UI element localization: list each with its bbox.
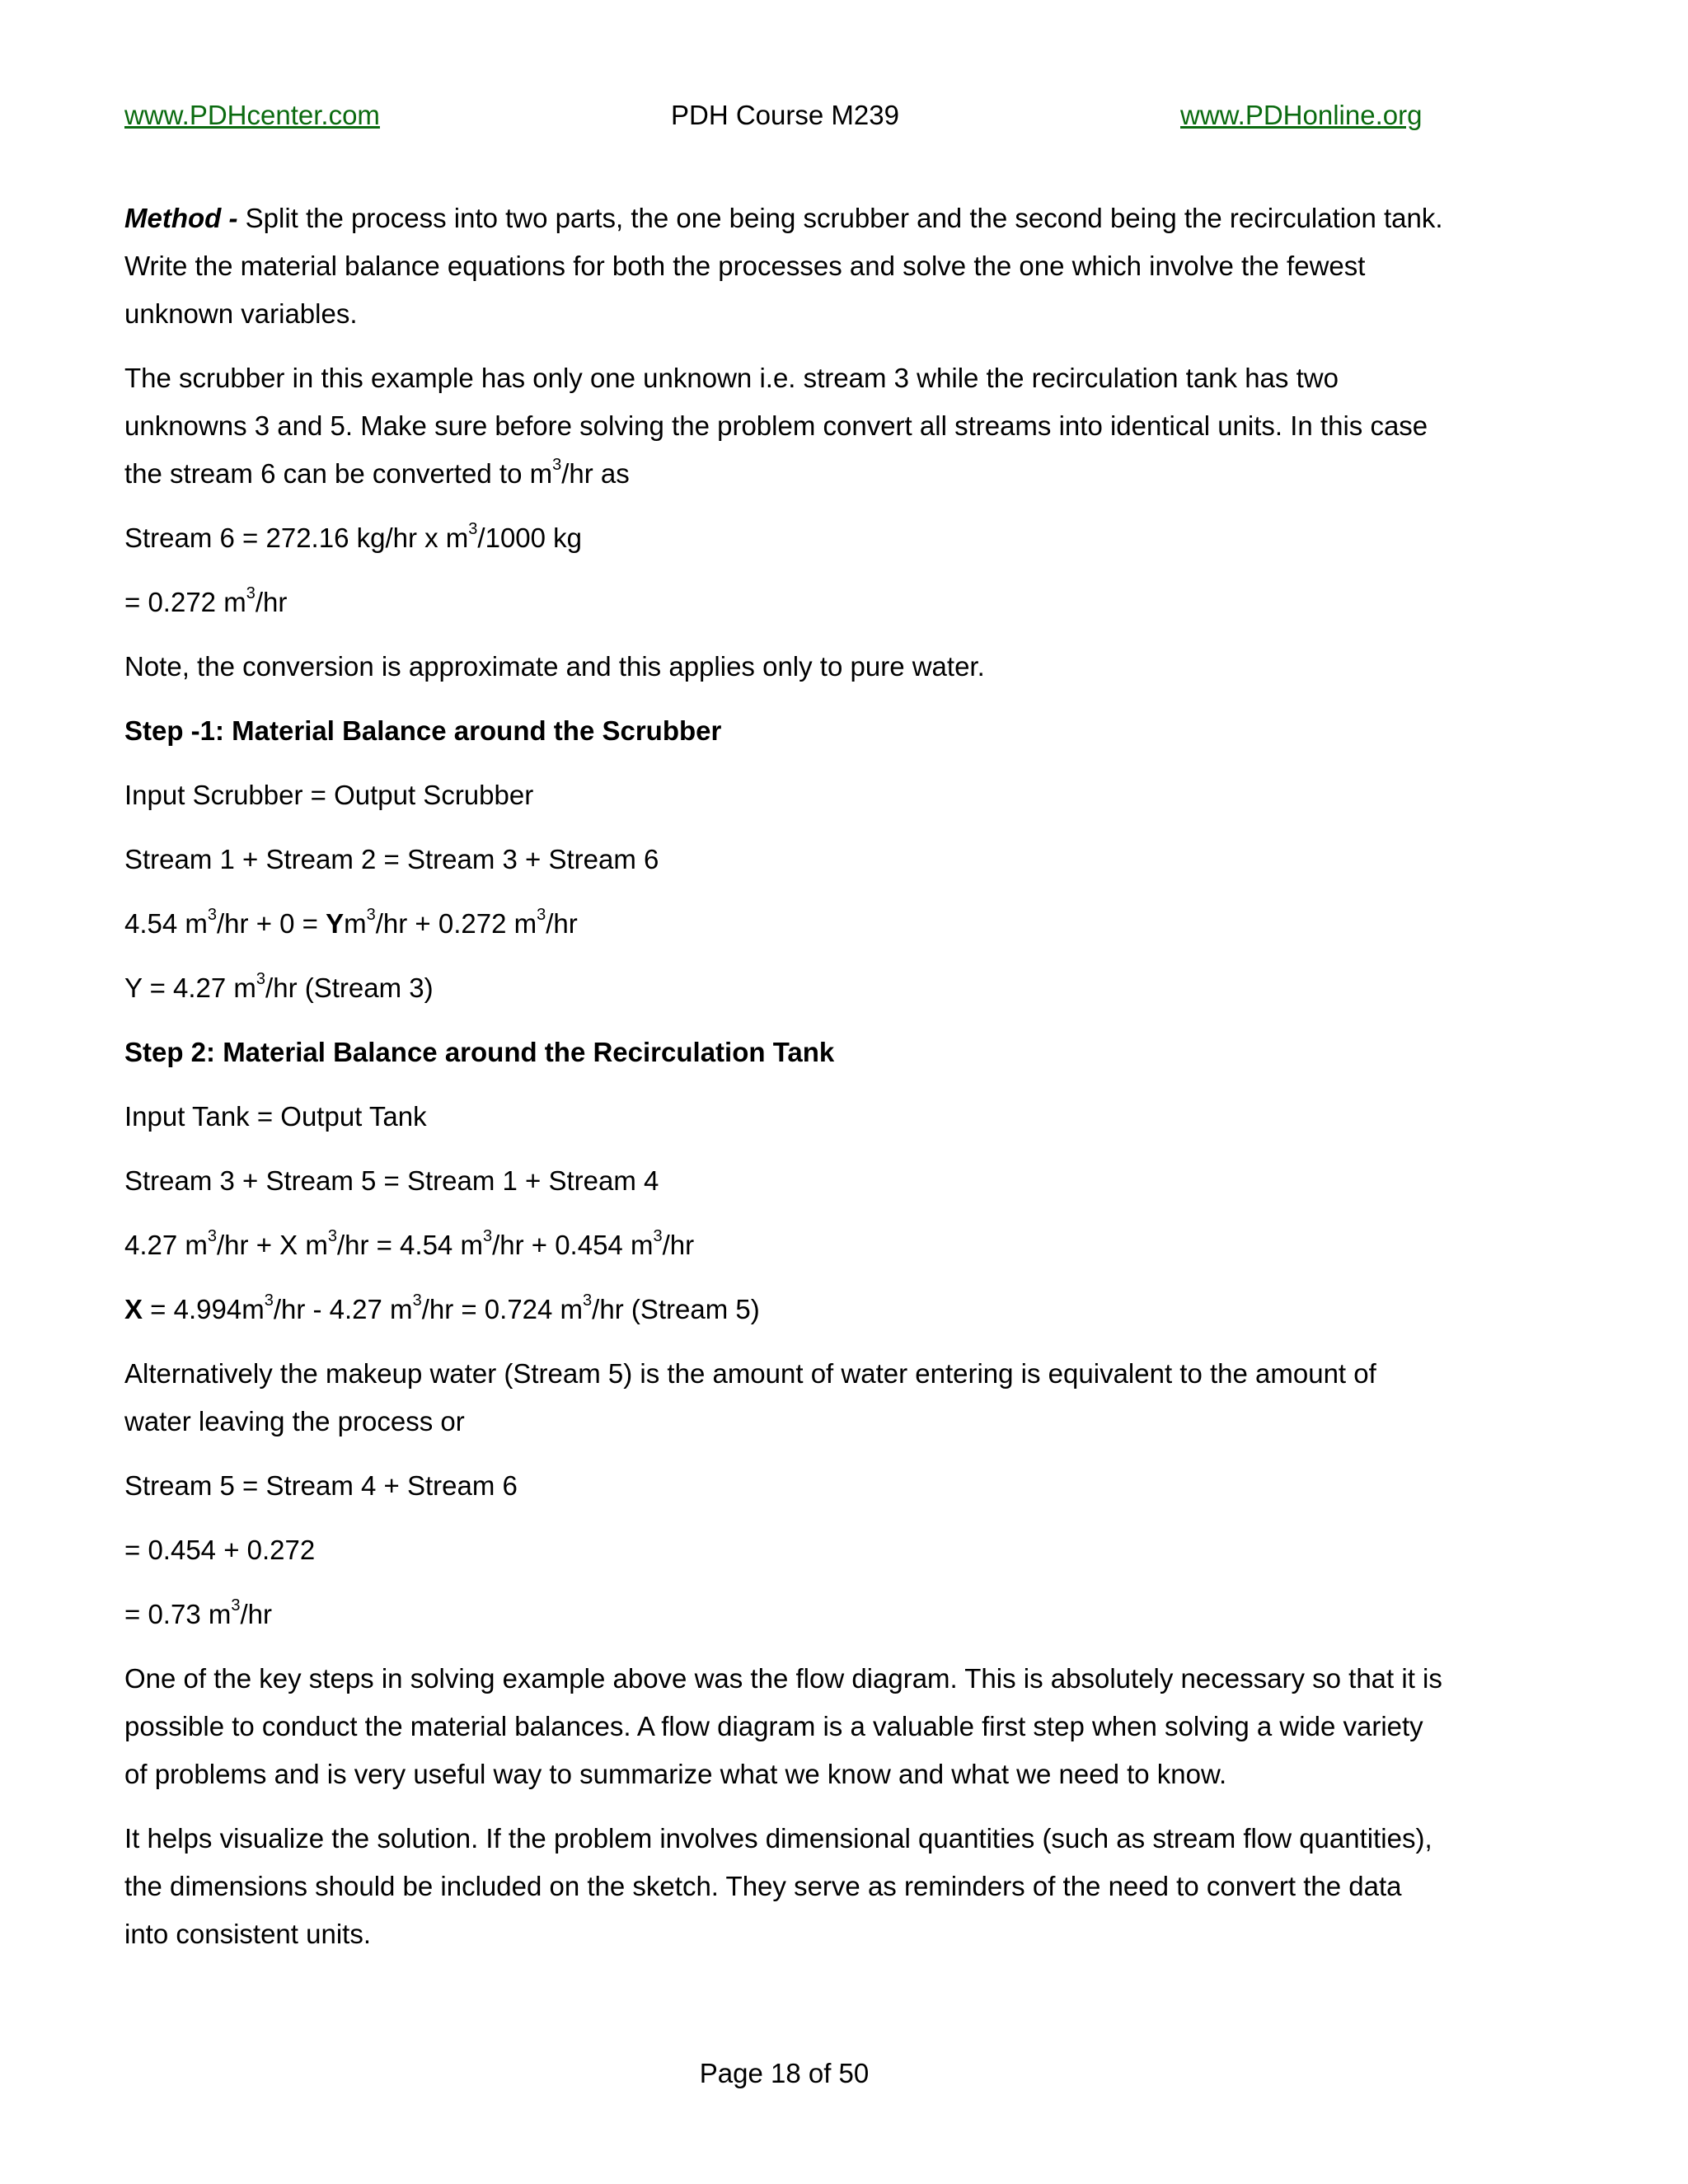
conversion-line-2: = 0.272 $m^3/hr$	[124, 584, 288, 617]
step1-line-4: Y = 4.27 $m^3/hr$ (Stream 3)	[124, 970, 434, 1003]
scrubber-text: The scrubber in this example has only one unknown i.e. stream 3 while the recirculation tank has two unknowns 3 and 5. Make sure before solving the problem convert all streams into identical units. In this case the stream 6 can be converted to m	[124, 363, 1428, 489]
step2-line-3: 4.27 $m^3/hr + X$ $m^3/hr = 4.54$ $m^3/hr + 0.454$ $m^3/hr$	[124, 1227, 695, 1260]
flow-diagram-paragraph: One of the key steps in solving example above was the flow diagram. This is absolutely necessary so that it is possible to conduct the material balances. A flow diagram is a valuable first step when solving a wide variety of problems and is very useful way to summarize what we know and what we need to know.	[124, 1663, 1442, 1789]
visualize-paragraph: It helps visualize the solution. If the problem involves dimensional quantities (such as stream flow quantities), the dimensions should be included on the sketch. They serve as reminders of the need to convert the data into consistent units.	[124, 1823, 1432, 1949]
step2-line-2: Stream 3 + Stream 5 = Stream 1 + Stream 4	[124, 1165, 659, 1196]
scrubber-paragraph	[124, 354, 1443, 498]
step2-heading: Step 2: Material Balance around the Recirculation Tank	[124, 1037, 835, 1067]
step2-line-1: Input Tank = Output Tank	[124, 1101, 427, 1132]
conversion-line-1: Stream 6 = 272.16 kg/hr x $m^3/1000$ kg	[124, 520, 583, 553]
scrubber-text-tail: /hr as	[561, 458, 630, 489]
header-link-pdhonline[interactable]: www.PDHonline.org	[1180, 100, 1423, 130]
alternative-line-3: = 0.73 $m^3/hr$	[124, 1596, 272, 1629]
method-label: Method -	[124, 203, 238, 233]
alternative-line-2: = 0.454 + 0.272	[124, 1535, 316, 1565]
superscript: 3	[552, 456, 562, 474]
document-body	[124, 194, 1443, 1975]
step1-line-1: Input Scrubber = Output Scrubber	[124, 780, 534, 810]
step1-line-3: 4.54 $m^3/hr + 0 = Ym^3/hr + 0.272$ $m^3/hr$	[124, 906, 578, 939]
header-link-pdhcenter[interactable]: www.PDHcenter.com	[124, 100, 380, 130]
header-course-title: PDH Course M239	[671, 100, 899, 130]
method-text: Split the process into two parts, the one being scrubber and the second being the recirculation tank. Write the material balance equations for both the processes and solve the one which involve the fewest unknown variables.	[124, 203, 1443, 329]
method-paragraph	[124, 194, 1443, 338]
step2-line-4: $X = 4.994m^3/hr - 4.27$ $m^3/hr = 0.724$ $m^3/hr$ (Stream 5)	[124, 1291, 760, 1324]
alternative-line-1: Stream 5 = Stream 4 + Stream 6	[124, 1470, 518, 1501]
alternative-paragraph: Alternatively the makeup water (Stream 5) is the amount of water entering is equivalent to the amount of water leaving the process or	[124, 1358, 1376, 1436]
note-paragraph: Note, the conversion is approximate and this applies only to pure water.	[124, 651, 985, 682]
step1-heading: Step -1: Material Balance around the Scrubber	[124, 715, 722, 746]
step1-line-2: Stream 1 + Stream 2 = Stream 3 + Stream 6	[124, 844, 659, 874]
page-number: Page 18 of 50	[699, 2058, 870, 2088]
